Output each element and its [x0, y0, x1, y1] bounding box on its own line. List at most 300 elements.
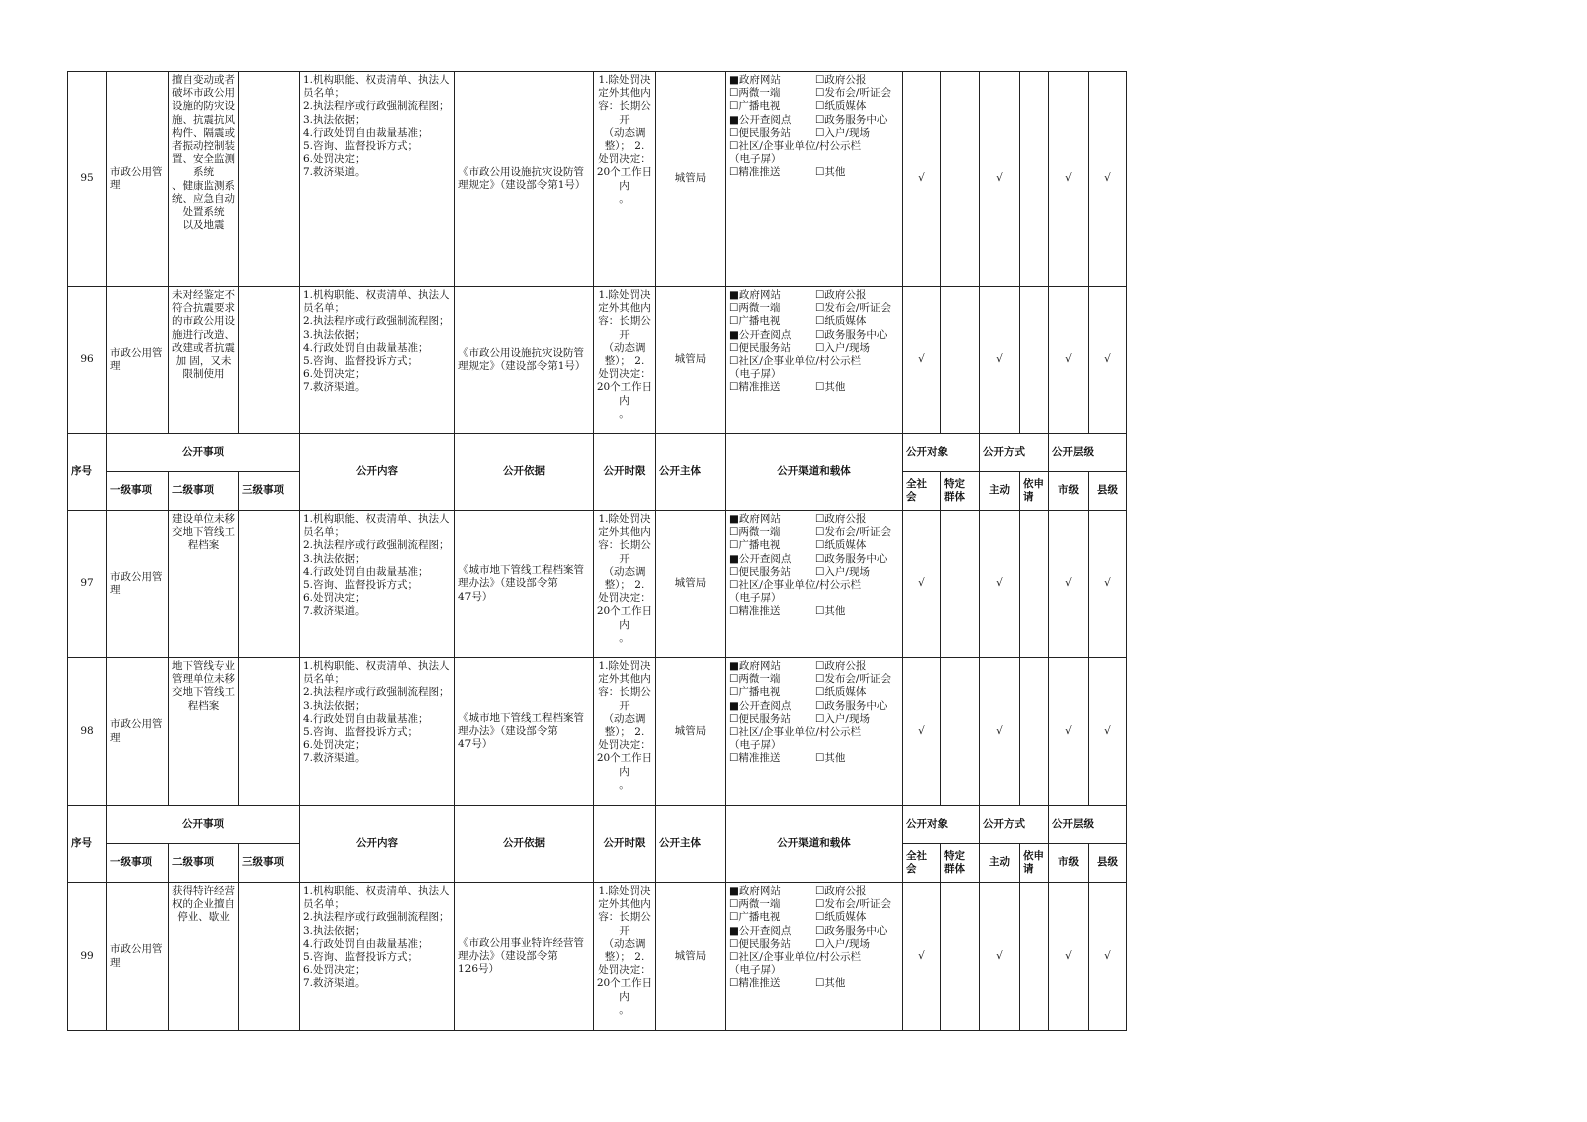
row-level1 [107, 511, 169, 658]
disclosure-table [67, 71, 1127, 1031]
channel-option: ☐政府公报 [815, 74, 867, 86]
header-target-group-line1: 特定 [944, 849, 965, 862]
channel-option: （电子屏） [729, 592, 782, 605]
channel-option: ☐政府公报 [815, 885, 867, 897]
channel-row [729, 315, 900, 328]
header-method-apply [1020, 844, 1049, 883]
text-line: 整）； 2. [604, 140, 645, 153]
text-line: 《城市地下管线工程档案管 [458, 711, 584, 724]
text-line: 4.行政处罚自由裁量基准； [303, 937, 429, 950]
text-line: 员名单； [303, 526, 345, 539]
row-target-group [941, 883, 980, 1031]
text-line: 6.处罚决定； [303, 153, 366, 166]
text-line: 管理单位未移 [172, 673, 235, 686]
text-line: 。 [619, 631, 630, 644]
channel-row [729, 74, 900, 87]
channel-option: ☐入户/现场 [815, 126, 870, 139]
text-line: 处罚决定： [598, 964, 651, 977]
channel-row [729, 977, 900, 990]
text-line: 1.除处罚决 [598, 513, 651, 525]
text-line: 开 [619, 924, 630, 937]
text-line: 开 [619, 328, 630, 341]
text-line: 处罚决定： [598, 368, 651, 381]
header-method-active: 主动 [980, 844, 1020, 883]
channel-option: ☐入户/现场 [815, 565, 870, 578]
channel-option: ■公开查阅点 [729, 924, 792, 937]
row-seq: 97 [68, 511, 107, 658]
text-line: 2.执法程序或行政强制流程图； [303, 315, 450, 328]
header-level-county: 县级 [1089, 844, 1127, 883]
channel-option: ■政府网站 [729, 885, 781, 897]
text-line: 47号） [458, 738, 493, 751]
channel-option: （电子屏） [729, 368, 782, 381]
channel-option: ☐便民服务站 [729, 937, 791, 950]
row-level3 [239, 883, 300, 1031]
text-line: 交地下管线工 [172, 526, 235, 539]
channel-row [729, 592, 900, 605]
channel-row [729, 553, 900, 566]
row-target-all: √ [903, 658, 941, 806]
row-level1 [107, 658, 169, 806]
channel-option: ☐发布会/听证会 [815, 526, 891, 539]
channel-row [729, 673, 900, 686]
text-line: 理 [110, 731, 121, 744]
text-line: 定外其他内 [598, 302, 651, 315]
row-level-city: √ [1049, 72, 1089, 287]
channel-option: ☐广播电视 [729, 539, 781, 552]
text-line: 3.执法依据； [303, 113, 366, 126]
text-line: 。 [619, 407, 630, 420]
header-time-limit: 公开时限 [594, 806, 656, 883]
text-line: 整）； 2. [604, 355, 645, 368]
header-level: 公开层级 [1049, 806, 1127, 844]
text-line: （动态调 [603, 712, 646, 725]
header-target-group-line2: 群体 [944, 491, 965, 503]
row-subject: 城管局 [656, 511, 726, 658]
channel-option: ☐纸质媒体 [815, 539, 867, 552]
row-channels [726, 511, 903, 658]
text-line: 理规定》（建设部令第1号） [458, 360, 586, 372]
channel-option: ☐广播电视 [729, 100, 781, 113]
text-line: 符合抗震要求 [172, 302, 235, 315]
text-line: 的市政公用设 [172, 315, 235, 328]
text-line: 施进行改造、 [172, 328, 235, 341]
text-line: 47号） [458, 590, 493, 603]
channel-option: ☐社区/企事业单位/村公示栏 [729, 725, 861, 738]
row-level-county: √ [1089, 511, 1127, 658]
row-level2 [169, 883, 239, 1031]
table-row [68, 658, 1127, 806]
text-line: 定外其他内 [598, 526, 651, 539]
text-line: 员名单； [303, 898, 345, 911]
text-line: （动态调 [603, 341, 646, 354]
channel-option: ☐其他 [815, 605, 846, 618]
text-line: 理 [110, 584, 121, 596]
channel-option: ☐纸质媒体 [815, 686, 867, 699]
text-line: 6.处罚决定； [303, 739, 366, 752]
text-line: 20个工作日 [596, 605, 653, 618]
header-basis: 公开依据 [455, 434, 594, 511]
text-line: 。 [619, 778, 630, 791]
channel-option: ☐发布会/听证会 [815, 302, 891, 315]
header-public-items: 公开事项 [107, 806, 300, 844]
text-line: 1.除处罚决 [598, 885, 651, 897]
row-level1 [107, 883, 169, 1031]
text-line: 7.救济渠道。 [303, 977, 366, 990]
text-line: 整）； 2. [604, 951, 645, 964]
header-level2: 二级事项 [169, 844, 239, 883]
row-level2 [169, 511, 239, 658]
text-line: 2.执法程序或行政强制流程图； [303, 911, 450, 924]
row-channels [726, 658, 903, 806]
text-line: 停业、歇业 [177, 911, 230, 924]
channel-row [729, 566, 900, 579]
channel-row [729, 660, 900, 673]
header-channels: 公开渠道和载体 [726, 806, 903, 883]
channel-option: ☐社区/企事业单位/村公示栏 [729, 354, 861, 367]
header-method-apply [1020, 472, 1049, 511]
text-line: 6.处罚决定； [303, 964, 366, 977]
channel-option: （电子屏） [729, 153, 782, 166]
channel-option: ☐政府公报 [815, 289, 867, 301]
text-line: 20个工作日 [596, 381, 653, 394]
row-basis [455, 72, 594, 287]
row-basis [455, 511, 594, 658]
text-line: 《市政公用事业特许经营管 [458, 936, 584, 949]
row-target-all: √ [903, 883, 941, 1031]
text-line: 开 [619, 699, 630, 712]
header-level3: 三级事项 [239, 844, 300, 883]
text-line: 权的企业擅自 [172, 898, 235, 911]
text-line: 《市政公用设施抗灾设防管 [458, 165, 584, 178]
row-time-limit [594, 658, 656, 806]
row-level-city: √ [1049, 287, 1089, 434]
text-line: 定外其他内 [598, 87, 651, 100]
channel-row [729, 752, 900, 765]
channel-option: ☐精准推送 [729, 977, 781, 990]
header-target-group [941, 844, 980, 883]
header-subject: 公开主体 [656, 806, 726, 883]
text-line: 1.机构职能、权责清单、执法人 [303, 289, 450, 301]
row-content [300, 287, 455, 434]
text-line: 理办法》（建设部令第 [458, 724, 558, 737]
text-line: 理 [110, 360, 121, 372]
text-line: 1.机构职能、权责清单、执法人 [303, 513, 450, 525]
text-line: 。 [619, 192, 630, 205]
channel-row [729, 166, 900, 179]
text-line: 定外其他内 [598, 673, 651, 686]
row-level3 [239, 658, 300, 806]
text-line: 开 [619, 113, 630, 126]
row-method-active: √ [980, 883, 1020, 1031]
text-line: 6.处罚决定； [303, 368, 366, 381]
header-method-apply-line1: 依申 [1023, 849, 1044, 862]
header-method-apply-line2: 请 [1023, 491, 1034, 503]
header-level2: 二级事项 [169, 472, 239, 511]
channel-row [729, 686, 900, 699]
text-line: 容：长期公 [598, 911, 651, 924]
channel-option: ☐其他 [815, 166, 846, 179]
row-channels [726, 883, 903, 1031]
channel-option: ■政府网站 [729, 513, 781, 525]
channel-row [729, 526, 900, 539]
text-line: 4.行政处罚自由裁量基准； [303, 565, 429, 578]
text-line: 20个工作日 [596, 166, 653, 179]
channel-row [729, 87, 900, 100]
row-level2 [169, 658, 239, 806]
header-seq: 序号 [68, 434, 107, 511]
row-time-limit [594, 72, 656, 287]
channel-row [729, 885, 900, 898]
row-level1 [107, 72, 169, 287]
channel-option: ☐广播电视 [729, 911, 781, 924]
text-line: 员名单； [303, 302, 345, 315]
text-line: 处罚决定： [598, 153, 651, 166]
text-line: 市政公用管 [110, 165, 163, 178]
text-line: 1.机构职能、权责清单、执法人 [303, 74, 450, 86]
text-line: 处置系统 [182, 206, 225, 219]
row-content [300, 883, 455, 1031]
text-line: 7.救济渠道。 [303, 605, 366, 618]
header-target: 公开对象 [903, 806, 980, 844]
channel-row [729, 951, 900, 964]
row-basis [455, 883, 594, 1031]
header-basis: 公开依据 [455, 806, 594, 883]
channel-row [729, 302, 900, 315]
table-row [68, 511, 1127, 658]
text-line: 容：长期公 [598, 315, 651, 328]
channel-row [729, 381, 900, 394]
text-line: 程档案 [187, 539, 220, 552]
text-line: 统、应急自动 [172, 192, 235, 205]
header-method-active: 主动 [980, 472, 1020, 511]
header-channels: 公开渠道和载体 [726, 434, 903, 511]
header-level-county: 县级 [1089, 472, 1127, 511]
text-line: 置、安全监测 [172, 153, 235, 166]
text-line: 内 [619, 990, 630, 1003]
header-target: 公开对象 [903, 434, 980, 472]
channel-row [729, 368, 900, 381]
text-line: 内 [619, 394, 630, 407]
channel-option: ☐便民服务站 [729, 565, 791, 578]
channel-option: ☐政务服务中心 [815, 328, 888, 341]
text-line: 以及地震 [182, 219, 225, 232]
row-channels [726, 287, 903, 434]
header-content: 公开内容 [300, 806, 455, 883]
text-line: 定外其他内 [598, 898, 651, 911]
channel-option: ☐政务服务中心 [815, 113, 888, 126]
text-line: 整）； 2. [604, 726, 645, 739]
text-line: 1.机构职能、权责清单、执法人 [303, 885, 450, 897]
channel-option: ☐便民服务站 [729, 341, 791, 354]
text-line: 3.执法依据； [303, 328, 366, 341]
row-content [300, 511, 455, 658]
channel-option: ☐纸质媒体 [815, 315, 867, 328]
text-line: 容：长期公 [598, 686, 651, 699]
row-level2 [169, 72, 239, 287]
channel-option: ■政府网站 [729, 289, 781, 301]
row-content [300, 658, 455, 806]
text-line: （动态调 [603, 126, 646, 139]
row-level-county: √ [1089, 883, 1127, 1031]
text-line: 市政公用管 [110, 570, 163, 583]
row-level-county: √ [1089, 658, 1127, 806]
row-seq: 98 [68, 658, 107, 806]
channel-option: ☐政务服务中心 [815, 924, 888, 937]
channel-option: ☐便民服务站 [729, 712, 791, 725]
row-level-city: √ [1049, 883, 1089, 1031]
row-seq: 95 [68, 72, 107, 287]
channel-row [729, 700, 900, 713]
channel-option: ☐政府公报 [815, 660, 867, 672]
text-line: 容：长期公 [598, 100, 651, 113]
text-line: 改建或者抗震 [172, 341, 235, 354]
channel-option: ■公开查阅点 [729, 699, 792, 712]
row-level-city: √ [1049, 511, 1089, 658]
header-method-apply-line1: 依申 [1023, 477, 1044, 490]
row-target-group [941, 72, 980, 287]
row-method-apply [1020, 287, 1049, 434]
header-subject: 公开主体 [656, 434, 726, 511]
row-method-apply [1020, 511, 1049, 658]
text-line: 市政公用管 [110, 346, 163, 359]
header-level-city: 市级 [1049, 472, 1089, 511]
channel-option: ☐发布会/听证会 [815, 87, 891, 100]
text-line: 市政公用管 [110, 718, 163, 731]
channel-option: ☐精准推送 [729, 166, 781, 179]
text-line: 5.咨询、监督投诉方式； [303, 140, 419, 153]
header-target-all-line1: 全社 [906, 477, 927, 490]
row-subject: 城管局 [656, 287, 726, 434]
channel-option: ☐入户/现场 [815, 937, 870, 950]
text-line: 20个工作日 [596, 752, 653, 765]
header-public-items: 公开事项 [107, 434, 300, 472]
row-target-all: √ [903, 511, 941, 658]
channel-option: ■公开查阅点 [729, 552, 792, 565]
table-row [68, 72, 1127, 287]
row-basis [455, 658, 594, 806]
header-row-1 [68, 806, 1127, 844]
text-line: 理 [110, 956, 121, 969]
text-line: 5.咨询、监督投诉方式； [303, 579, 419, 592]
channel-option: ☐入户/现场 [815, 341, 870, 354]
row-subject: 城管局 [656, 72, 726, 287]
text-line: 员名单； [303, 87, 345, 100]
header-target-all [903, 472, 941, 511]
channel-option: ☐纸质媒体 [815, 911, 867, 924]
header-level1: 一级事项 [107, 844, 169, 883]
channel-row [729, 342, 900, 355]
channel-row [729, 726, 900, 739]
channel-row [729, 114, 900, 127]
channel-row [729, 938, 900, 951]
channel-row [729, 539, 900, 552]
row-subject: 城管局 [656, 883, 726, 1031]
text-line: 设施的防灾设 [172, 100, 235, 113]
channel-option: ☐发布会/听证会 [815, 673, 891, 686]
header-target-group-line1: 特定 [944, 477, 965, 490]
channel-row [729, 513, 900, 526]
channel-option: ☐纸质媒体 [815, 100, 867, 113]
text-line: 3.执法依据； [303, 924, 366, 937]
channel-option: ■政府网站 [729, 74, 781, 86]
channel-option: ☐精准推送 [729, 752, 781, 765]
text-line: 未对经鉴定不 [172, 289, 235, 301]
channel-option: ☐两微一端 [729, 526, 781, 539]
text-line: 《市政公用设施抗灾设防管 [458, 346, 584, 359]
text-line: 系统 [193, 166, 214, 179]
row-time-limit [594, 883, 656, 1031]
text-line: 内 [619, 618, 630, 631]
header-method-apply-line2: 请 [1023, 863, 1034, 875]
text-line: 1.除处罚决 [598, 660, 651, 672]
text-line: 处罚决定： [598, 739, 651, 752]
row-method-active: √ [980, 72, 1020, 287]
channel-row [729, 713, 900, 726]
channel-row [729, 140, 900, 153]
text-line: 处罚决定： [598, 592, 651, 605]
text-line: （动态调 [603, 937, 646, 950]
header-content: 公开内容 [300, 434, 455, 511]
channel-option: ☐精准推送 [729, 381, 781, 394]
text-line: 4.行政处罚自由裁量基准； [303, 126, 429, 139]
text-line: 开 [619, 552, 630, 565]
channel-option: ☐两微一端 [729, 87, 781, 100]
header-time-limit: 公开时限 [594, 434, 656, 511]
channel-option: ☐其他 [815, 977, 846, 990]
text-line: 容：长期公 [598, 539, 651, 552]
channel-option: ☐两微一端 [729, 673, 781, 686]
row-target-all: √ [903, 72, 941, 287]
text-line: 3.执法依据； [303, 552, 366, 565]
header-level-city: 市级 [1049, 844, 1089, 883]
header-target-all [903, 844, 941, 883]
channel-option: ☐政府公报 [815, 513, 867, 525]
text-line: 《城市地下管线工程档案管 [458, 564, 584, 577]
channel-row [729, 289, 900, 302]
text-line: 限制使用 [182, 368, 225, 381]
text-line: 建设单位未移 [172, 513, 235, 525]
channel-option: ☐社区/企事业单位/村公示栏 [729, 578, 861, 591]
text-line: 7.救济渠道。 [303, 381, 366, 394]
text-line: 2.执法程序或行政强制流程图； [303, 100, 450, 113]
channel-option: ☐入户/现场 [815, 712, 870, 725]
row-method-active: √ [980, 511, 1020, 658]
header-target-group-line2: 群体 [944, 863, 965, 875]
channel-row [729, 739, 900, 752]
text-line: 7.救济渠道。 [303, 166, 366, 179]
text-line: 1.除处罚决 [598, 74, 651, 86]
text-line: 理规定》（建设部令第1号） [458, 179, 586, 191]
header-seq: 序号 [68, 806, 107, 883]
channel-row [729, 100, 900, 113]
text-line: 市政公用管 [110, 943, 163, 956]
row-time-limit [594, 511, 656, 658]
text-line: 内 [619, 179, 630, 192]
row-level-county: √ [1089, 287, 1127, 434]
text-line: 1.除处罚决 [598, 289, 651, 301]
row-level3 [239, 287, 300, 434]
text-line: 理办法》（建设部令第 [458, 949, 558, 962]
text-line: 擅自变动或者 [172, 74, 235, 86]
row-level3 [239, 72, 300, 287]
text-line: 、健康监测系 [172, 179, 235, 192]
channel-row [729, 925, 900, 938]
channel-option: ☐政务服务中心 [815, 699, 888, 712]
channel-option: ☐社区/企事业单位/村公示栏 [729, 950, 861, 963]
header-target-all-line1: 全社 [906, 849, 927, 862]
text-line: 5.咨询、监督投诉方式； [303, 951, 419, 964]
